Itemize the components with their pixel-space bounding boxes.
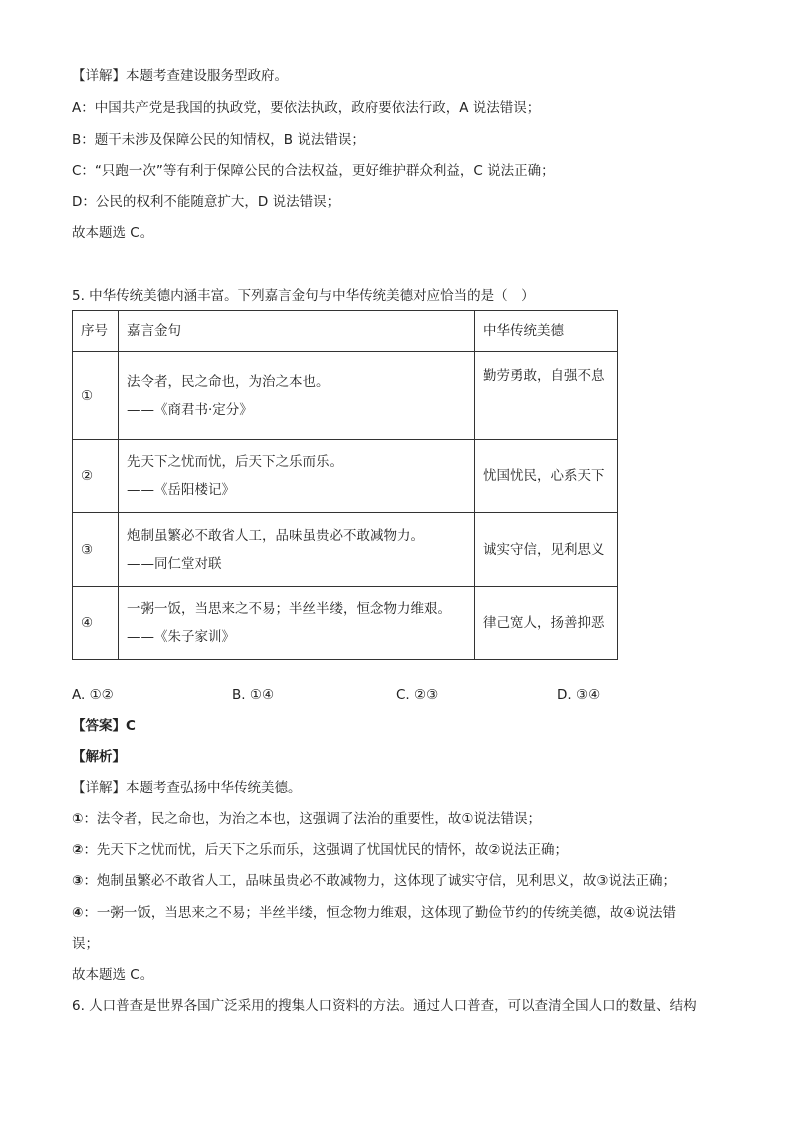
point-text: ：一粥一饭，当思来之不易；半丝半缕，恒念物力维艰，这体现了勤俭节约的传统美德，故④说法错 [83, 905, 677, 921]
quote-text: 先天下之忧而忧，后天下之乐而乐。 [127, 454, 343, 470]
quote-source: ——《朱子家训》 [127, 629, 235, 645]
analysis-point [72, 871, 676, 891]
quote-text: 炮制虽繁必不敢省人工，品味虽贵必不敢减物力。 [127, 527, 424, 544]
q5-conclusion: 故本题选 C。 [72, 967, 154, 983]
quote-text: 法令者，民之命也，为治之本也。 [127, 373, 330, 390]
point-text: ：法令者，民之命也，为治之本也，这强调了法治的重要性，故①说法错误； [83, 811, 542, 827]
table-row [73, 587, 618, 660]
q5-detail: 【详解】本题考查弘扬中华传统美德。 [72, 780, 302, 796]
answer-label: 【答案】C [72, 718, 136, 734]
prev-option-a-analysis: A：中国共产党是我国的执政党，要依法执政，政府要依法行政，A 说法错误； [72, 100, 541, 116]
prev-option-c-analysis: C：“只跑一次”等有利于保障公民的合法权益，更好维护群众利益，C 说法正确； [72, 163, 555, 179]
quote-source: ——同仁堂对联 [127, 555, 222, 572]
question-5-stem: 5. 中华传统美德内涵丰富。下列嘉言金句与中华传统美德对应恰当的是（ ） [72, 288, 535, 304]
header-number: 序号 [73, 311, 119, 352]
quote-cell [119, 587, 475, 660]
point-marker: ① [72, 811, 84, 827]
analysis-label: 【解析】 [72, 749, 126, 765]
quote-text: 一粥一饭，当思来之不易；半丝半缕，恒念物力维艰。 [127, 601, 451, 617]
question-6-stem: 6. 人口普查是世界各国广泛采用的搜集人口资料的方法。通过人口普查，可以查清全国人口的数量、结构 [72, 998, 697, 1014]
quote-source: ——《商君书·定分》 [127, 401, 253, 418]
row-number: ③ [73, 513, 119, 587]
point-text: ：先天下之忧而忧，后天下之乐而乐，这强调了忧国忧民的情怀，故②说法正确； [83, 842, 569, 858]
prev-detail: 【详解】本题考查建设服务型政府。 [72, 68, 288, 84]
virtue-cell: 诚实守信，见利思义 [475, 513, 618, 587]
quote-source: ——《岳阳楼记》 [127, 482, 235, 498]
option-b: B. ①④ [232, 687, 275, 703]
table-row [73, 440, 618, 513]
quote-cell [119, 440, 475, 513]
virtue-table [72, 310, 618, 660]
analysis-point [72, 903, 676, 923]
table-header-row [73, 311, 618, 352]
prev-conclusion: 故本题选 C。 [72, 225, 154, 241]
analysis-point [72, 840, 568, 860]
row-number: ④ [73, 587, 119, 660]
point-text: ：炮制虽繁必不敢省人工，品味虽贵必不敢减物力，这体现了诚实守信，见利思义，故③说法正确； [83, 873, 677, 889]
quote-cell [119, 352, 475, 440]
option-a: A. ①② [72, 687, 114, 703]
header-virtue: 中华传统美德 [475, 311, 618, 352]
row-number: ② [73, 440, 119, 513]
analysis-point [72, 809, 541, 829]
option-c: C. ②③ [396, 687, 439, 703]
option-d: D. ③④ [557, 687, 601, 703]
quote-cell [119, 513, 475, 587]
row-number: ① [73, 352, 119, 440]
virtue-cell: 忧国忧民，心系天下 [475, 440, 618, 513]
table-row [73, 513, 618, 587]
virtue-cell: 勤劳勇敢，自强不息 [475, 352, 618, 440]
point-marker: ④ [72, 905, 84, 921]
analysis-point-continued: 误； [72, 936, 99, 952]
prev-option-b-analysis: B：题干未涉及保障公民的知情权，B 说法错误； [72, 132, 365, 148]
point-marker: ② [72, 842, 84, 858]
point-marker: ③ [72, 873, 84, 889]
table-row [73, 352, 618, 440]
header-quote: 嘉言金句 [119, 311, 475, 352]
prev-option-d-analysis: D：公民的权利不能随意扩大，D 说法错误； [72, 194, 341, 210]
virtue-cell: 律己宽人，扬善抑恶 [475, 587, 618, 660]
